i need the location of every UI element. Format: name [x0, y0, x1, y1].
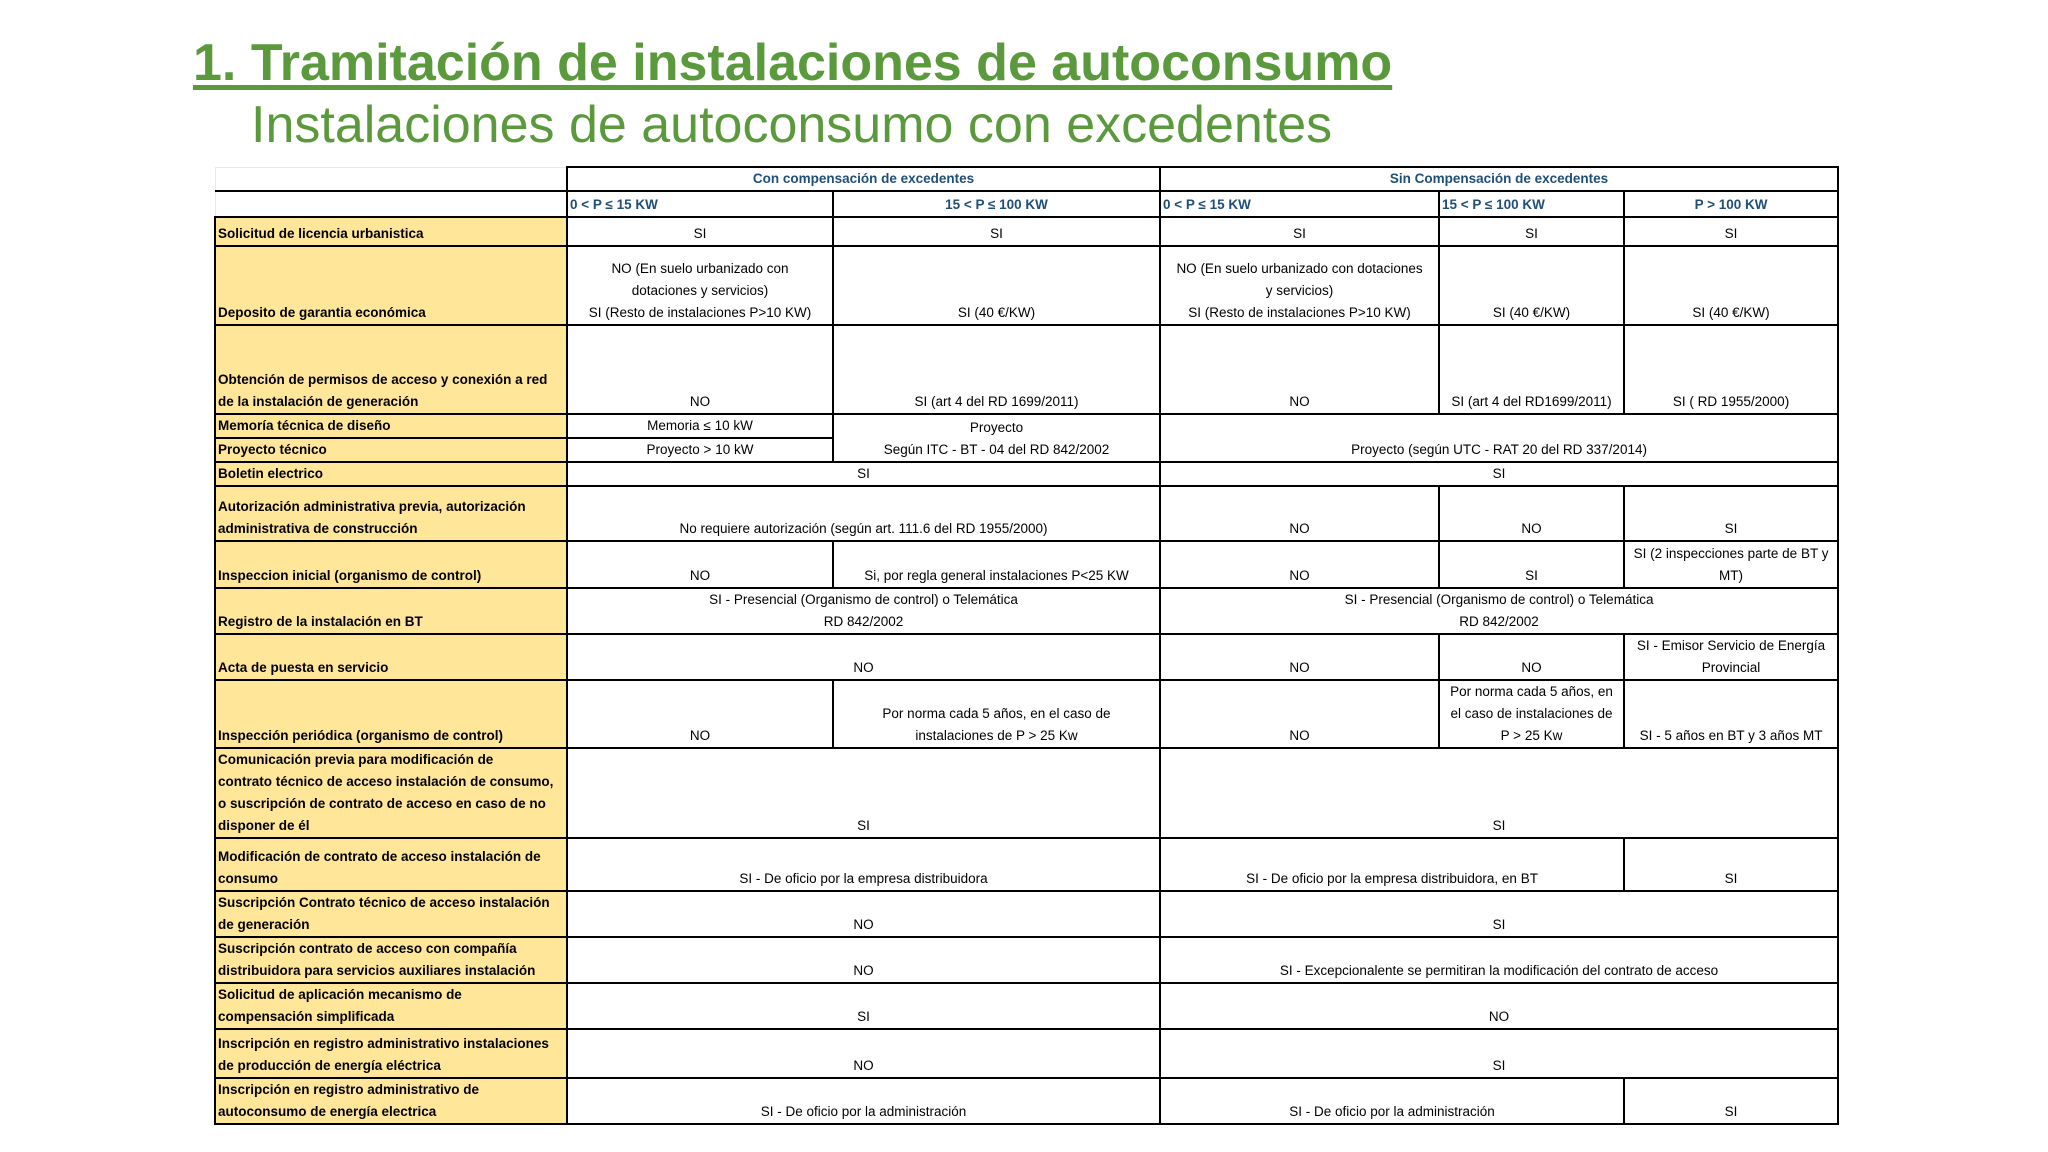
- table-row: [215, 1029, 1838, 1078]
- cell-line: P > 25 Kw: [1500, 728, 1563, 743]
- table-row: [215, 462, 1838, 486]
- row-label: [215, 1029, 567, 1078]
- table-cell: NO: [567, 325, 833, 414]
- column-header-2: 15 < P ≤ 100 KW: [833, 191, 1160, 217]
- table-cell: No requiere autorización (según art. 111.6 del RD 1955/2000): [567, 486, 1160, 541]
- table-cell: SI (art 4 del RD 1699/2011): [833, 325, 1160, 414]
- cell-line: NO (En suelo urbanizado con dotaciones: [1176, 261, 1423, 276]
- table-cell: SI - De oficio por la administración: [567, 1078, 1160, 1124]
- table-cell: SI: [1160, 217, 1439, 246]
- cell-line: RD 842/2002: [823, 614, 904, 629]
- label-line: de generación: [218, 917, 310, 932]
- table-row: [215, 217, 1838, 246]
- label-line: Suscripción contrato de acceso con compañía: [218, 941, 517, 956]
- table-cell: SI: [1624, 1078, 1838, 1124]
- label-line: Suscripción Contrato técnico de acceso instalación: [218, 895, 550, 910]
- label-line: Inscripción en registro administrativo de: [218, 1082, 480, 1097]
- table-cell: SI - Excepcionalente se permitiran la modificación del contrato de acceso: [1160, 937, 1838, 983]
- slide-title: 1. Tramitación de instalaciones de autoconsumo: [193, 34, 1393, 92]
- table-cell: [567, 588, 1160, 634]
- label-line: de la instalación de generación: [218, 394, 419, 409]
- table-cell: NO: [1160, 325, 1439, 414]
- table-row: [215, 680, 1838, 748]
- label-line: Comunicación previa para modificación de: [218, 752, 494, 767]
- table-cell: [1624, 634, 1838, 680]
- table-cell: [1160, 588, 1838, 634]
- cell-line: Por norma cada 5 años, en: [1450, 684, 1613, 699]
- row-label: Deposito de garantia económica: [215, 246, 567, 325]
- row-label: Acta de puesta en servicio: [215, 634, 567, 680]
- table-cell: [567, 246, 833, 325]
- row-label: Inspeccion inicial (organismo de control): [215, 541, 567, 588]
- row-label: [215, 486, 567, 541]
- table-cell: [1439, 680, 1624, 748]
- procedures-table: [214, 166, 1839, 1125]
- label-line: administrativa de construcción: [218, 521, 418, 536]
- row-label: Solicitud de licencia urbanistica: [215, 217, 567, 246]
- cell-line: instalaciones de P > 25 Kw: [915, 728, 1078, 743]
- label-line: Autorización administrativa previa, autorización: [218, 499, 526, 514]
- table-row: [215, 891, 1838, 937]
- table-cell: SI: [1439, 541, 1624, 588]
- label-line: distribuidora para servicios auxiliares instalación: [218, 963, 536, 978]
- row-label: [215, 838, 567, 891]
- label-line: compensación simplificada: [218, 1009, 395, 1024]
- table-cell: NO: [567, 634, 1160, 680]
- table-cell: [1624, 541, 1838, 588]
- row-label: [215, 748, 567, 838]
- cell-line: NO (En suelo urbanizado con: [611, 261, 789, 276]
- table-cell: NO: [567, 891, 1160, 937]
- table-cell: SI (art 4 del RD1699/2011): [1439, 325, 1624, 414]
- table-cell: NO: [1160, 634, 1439, 680]
- column-header-5: P > 100 KW: [1624, 191, 1838, 217]
- cell-line: y servicios): [1265, 283, 1334, 298]
- table-cell: NO: [567, 541, 833, 588]
- label-line: contrato técnico de acceso instalación de consumo,: [218, 774, 554, 789]
- table-cell: SI: [567, 462, 1160, 486]
- table-column-header-row: [215, 191, 1838, 217]
- table-group-header-row: [215, 167, 1838, 191]
- table-cell: SI (40 €/KW): [1624, 246, 1838, 325]
- table-corner-cell: [215, 167, 567, 191]
- table-cell: SI: [1160, 891, 1838, 937]
- table-row: [215, 414, 1838, 438]
- table-cell: SI: [567, 748, 1160, 838]
- table-row: [215, 634, 1838, 680]
- label-line: consumo: [218, 871, 279, 886]
- table-cell: [833, 680, 1160, 748]
- table-cell: NO: [1160, 541, 1439, 588]
- table-cell: SI (40 €/KW): [833, 246, 1160, 325]
- table-cell: SI: [1624, 486, 1838, 541]
- table-row: [215, 748, 1838, 838]
- row-label: Registro de la instalación en BT: [215, 588, 567, 634]
- cell-line: Por norma cada 5 años, en el caso de: [882, 706, 1111, 721]
- table-cell: Si, por regla general instalaciones P<25 KW: [833, 541, 1160, 588]
- group-header-con-compensacion: Con compensación de excedentes: [567, 167, 1160, 191]
- table-cell: Proyecto (según UTC - RAT 20 del RD 337/2014): [1160, 414, 1838, 462]
- label-line: Modificación de contrato de acceso instalación de: [218, 849, 541, 864]
- table-cell: SI - De oficio por la administración: [1160, 1078, 1624, 1124]
- table-cell: SI: [833, 217, 1160, 246]
- label-line: de producción de energía eléctrica: [218, 1058, 441, 1073]
- cell-line: SI - Presencial (Organismo de control) o Telemática: [1344, 592, 1654, 607]
- cell-line: SI (Resto de instalaciones P>10 KW): [1188, 305, 1411, 320]
- table-cell: SI: [567, 217, 833, 246]
- table-cell: NO: [567, 1029, 1160, 1078]
- cell-line: el caso de instalaciones de: [1450, 706, 1613, 721]
- cell-line: RD 842/2002: [1459, 614, 1539, 629]
- cell-line: Según ITC - BT - 04 del RD 842/2002: [883, 442, 1110, 457]
- table-row: [215, 486, 1838, 541]
- table-cell: NO: [567, 680, 833, 748]
- table-cell: NO: [1160, 486, 1439, 541]
- slide-subtitle: Instalaciones de autoconsumo con excedentes: [251, 96, 1333, 154]
- table-cell: SI - 5 años en BT y 3 años MT: [1624, 680, 1838, 748]
- cell-line: dotaciones y servicios): [631, 283, 769, 298]
- row-label: Inspección periódica (organismo de control): [215, 680, 567, 748]
- table-cell: Memoria ≤ 10 kW: [567, 414, 833, 438]
- table-cell: NO: [1439, 486, 1624, 541]
- table-corner-cell-2: [215, 191, 567, 217]
- cell-line: MT): [1719, 568, 1744, 583]
- table-cell: Proyecto > 10 kW: [567, 438, 833, 462]
- table-cell: SI (40 €/KW): [1439, 246, 1624, 325]
- row-label: Memoría técnica de diseño: [215, 414, 567, 438]
- row-label: [215, 891, 567, 937]
- label-line: o suscripción de contrato de acceso en caso de no: [218, 796, 546, 811]
- table-cell: SI: [1624, 217, 1838, 246]
- table-cell: SI - De oficio por la empresa distribuidora: [567, 838, 1160, 891]
- table-row: [215, 983, 1838, 1029]
- column-header-4: 15 < P ≤ 100 KW: [1439, 191, 1624, 217]
- table-cell: NO: [1439, 634, 1624, 680]
- row-label: [215, 1078, 567, 1124]
- label-line: autoconsumo de energía electrica: [218, 1104, 437, 1119]
- cell-line: SI (2 inspecciones parte de BT y: [1633, 546, 1829, 561]
- cell-line: SI - Presencial (Organismo de control) o Telemática: [709, 592, 1018, 607]
- table-row: [215, 541, 1838, 588]
- table-cell: [1160, 246, 1439, 325]
- column-header-3: 0 < P ≤ 15 KW: [1160, 191, 1439, 217]
- row-label: [215, 937, 567, 983]
- table-row: [215, 1078, 1838, 1124]
- label-line: Solicitud de aplicación mecanismo de: [218, 987, 462, 1002]
- row-label: Boletin electrico: [215, 462, 567, 486]
- table-cell: [833, 414, 1160, 462]
- table-cell: SI: [1160, 1029, 1838, 1078]
- cell-line: Provincial: [1701, 660, 1761, 675]
- label-line: Inscripción en registro administrativo instalaciones: [218, 1036, 549, 1051]
- table-row: [215, 246, 1838, 325]
- group-header-sin-compensacion: Sin Compensación de excedentes: [1160, 167, 1838, 191]
- table-cell: SI: [1160, 748, 1838, 838]
- row-label: [215, 325, 567, 414]
- table-cell: NO: [567, 937, 1160, 983]
- table-row: [215, 325, 1838, 414]
- table-cell: SI: [567, 983, 1160, 1029]
- row-label: Proyecto técnico: [215, 438, 567, 462]
- table-cell: NO: [1160, 680, 1439, 748]
- table-row: [215, 588, 1838, 634]
- cell-line: SI - Emisor Servicio de Energía: [1636, 638, 1826, 653]
- cell-line: Proyecto: [969, 420, 1024, 435]
- table-cell: NO: [1160, 983, 1838, 1029]
- table-cell: SI - De oficio por la empresa distribuidora, en BT: [1160, 838, 1624, 891]
- label-line: Obtención de permisos de acceso y conexión a red: [218, 372, 548, 387]
- table-cell: SI: [1624, 838, 1838, 891]
- cell-line: SI (Resto de instalaciones P>10 KW): [588, 305, 812, 320]
- table-row: [215, 838, 1838, 891]
- table-row: [215, 937, 1838, 983]
- table-cell: SI: [1160, 462, 1838, 486]
- column-header-1: 0 < P ≤ 15 KW: [567, 191, 833, 217]
- row-label: [215, 983, 567, 1029]
- table-cell: SI ( RD 1955/2000): [1624, 325, 1838, 414]
- table-cell: SI: [1439, 217, 1624, 246]
- label-line: disponer de él: [218, 818, 310, 833]
